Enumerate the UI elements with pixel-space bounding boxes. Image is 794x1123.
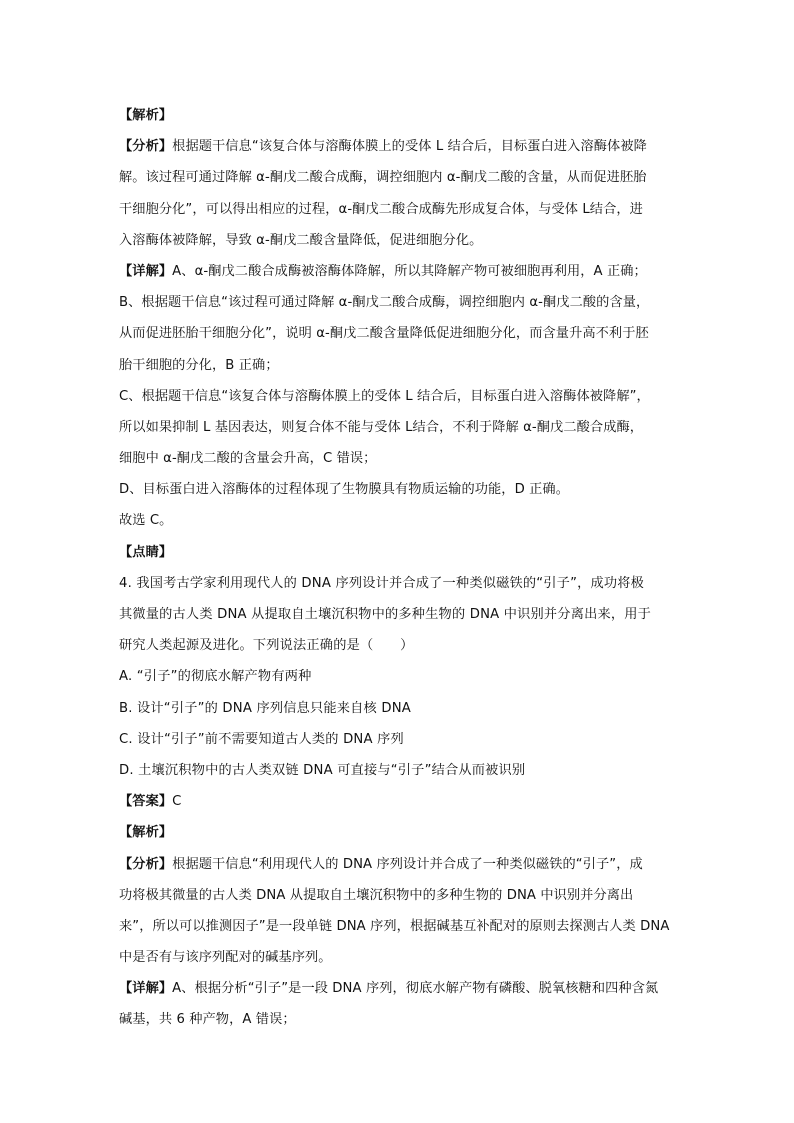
- solution-heading: [119, 817, 679, 848]
- analysis-line: 来”，所以可以推测因子”是一段单链 DNA 序列，根据碱基互补配对的原则去探测古人类 DNA: [119, 918, 670, 934]
- answer-line: [119, 786, 679, 817]
- analysis-line: 解。该过程可通过降解 α-酮戊二酸合成酶，调控细胞内 α-酮戊二酸的含量，从而促进胚胎: [119, 170, 647, 186]
- analysis-line: 中是否有与该序列配对的碱基序列。: [119, 950, 332, 966]
- detail-text: A、根据分析“引子”是一段 DNA 序列，彻底水解产物有磷酸、脱氧核糖和四种含氮: [172, 981, 659, 997]
- option-d: D. 土壤沉积物中的古人类双链 DNA 可直接与“引子”结合从而被识别: [119, 762, 526, 778]
- analysis-line: [119, 131, 679, 162]
- detail-line: 所以如果抑制 L 基因表达，则复合体不能与受体 L结合，不利于降解 α-酮戊二酸合成酶，: [119, 419, 644, 435]
- detail-line: 胎干细胞的分化，B 正确；: [119, 357, 279, 373]
- option-c: C. 设计“引子”前不需要知道古人类的 DNA 序列: [119, 731, 404, 747]
- comment-tag: 【点睛】: [119, 544, 173, 560]
- answer-tag: 【答案】: [119, 794, 173, 810]
- detail-line: D、目标蛋白进入溶酶体的过程体现了生物膜具有物质运输的功能，D 正确。: [119, 482, 569, 498]
- solution-tag: 【解析】: [119, 825, 173, 841]
- analysis-line: 功将极其微量的古人类 DNA 从提取自土壤沉积物中的多种生物的 DNA 中识别并分离出: [119, 887, 634, 903]
- heading-tag: 【解析】: [119, 108, 173, 123]
- section-heading: [119, 100, 679, 131]
- detail-line: 细胞中 α-酮戊二酸的含量会升高，C 错误；: [119, 451, 377, 467]
- question-4: [119, 568, 679, 786]
- detail-line: B、根据题干信息“该过程可通过降解 α-酮戊二酸合成酶，调控细胞内 α-酮戊二酸的含量，: [119, 295, 650, 311]
- question-stem-line: 4. 我国考古学家利用现代人的 DNA 序列设计并合成了一种类似磁铁的“引子”，成功将极: [119, 575, 645, 591]
- detail-tag: 【详解】: [119, 981, 173, 997]
- comment-heading: [119, 537, 679, 568]
- detail-text: A、α-酮戊二酸合成酶被溶酶体降解，所以其降解产物可被细胞再利用，A 正确；: [172, 263, 647, 279]
- detail-line: 碱基，共 6 种产物，A 错误；: [119, 1012, 296, 1028]
- analysis-text: 根据题干信息“利用现代人的 DNA 序列设计并合成了一种类似磁铁的“引子”，成: [172, 856, 643, 872]
- conclusion-line: 故选 C。: [119, 513, 173, 529]
- document-page: [119, 100, 679, 1036]
- answer-value: C: [172, 794, 182, 810]
- analysis-tag: 【分析】: [119, 139, 173, 155]
- option-a: A. “引子”的彻底水解产物有两种: [119, 669, 312, 685]
- analysis-text: 根据题干信息“该复合体与溶酶体膜上的受体 L 结合后，目标蛋白进入溶酶体被降: [172, 139, 647, 155]
- detail-tag: 【详解】: [119, 263, 173, 279]
- analysis-line: 入溶酶体被降解，导致 α-酮戊二酸含量降低，促进细胞分化。: [119, 232, 483, 248]
- analysis-line: 干细胞分化”，可以得出相应的过程，α-酮戊二酸合成酶先形成复合体，与受体 L结合，进: [119, 201, 643, 217]
- detail-line: [119, 973, 679, 1004]
- detail-line: [119, 256, 679, 287]
- analysis-tag: 【分析】: [119, 856, 173, 872]
- question-stem-line: 其微量的古人类 DNA 从提取自土壤沉积物中的多种生物的 DNA 中识别并分离出来，用于: [119, 607, 652, 622]
- question-stem-line: 研究人类起源及进化。下列说法正确的是（ ）: [119, 638, 414, 654]
- detail-line: C、根据题干信息“该复合体与溶酶体膜上的受体 L 结合后，目标蛋白进入溶酶体被降解”，: [119, 388, 650, 404]
- detail-line: 从而促进胚胎干细胞分化”，说明 α-酮戊二酸含量降低促进细胞分化，而含量升高不利于胚: [119, 326, 649, 342]
- option-b: B. 设计“引子”的 DNA 序列信息只能来自核 DNA: [119, 700, 411, 716]
- analysis-line: [119, 849, 679, 880]
